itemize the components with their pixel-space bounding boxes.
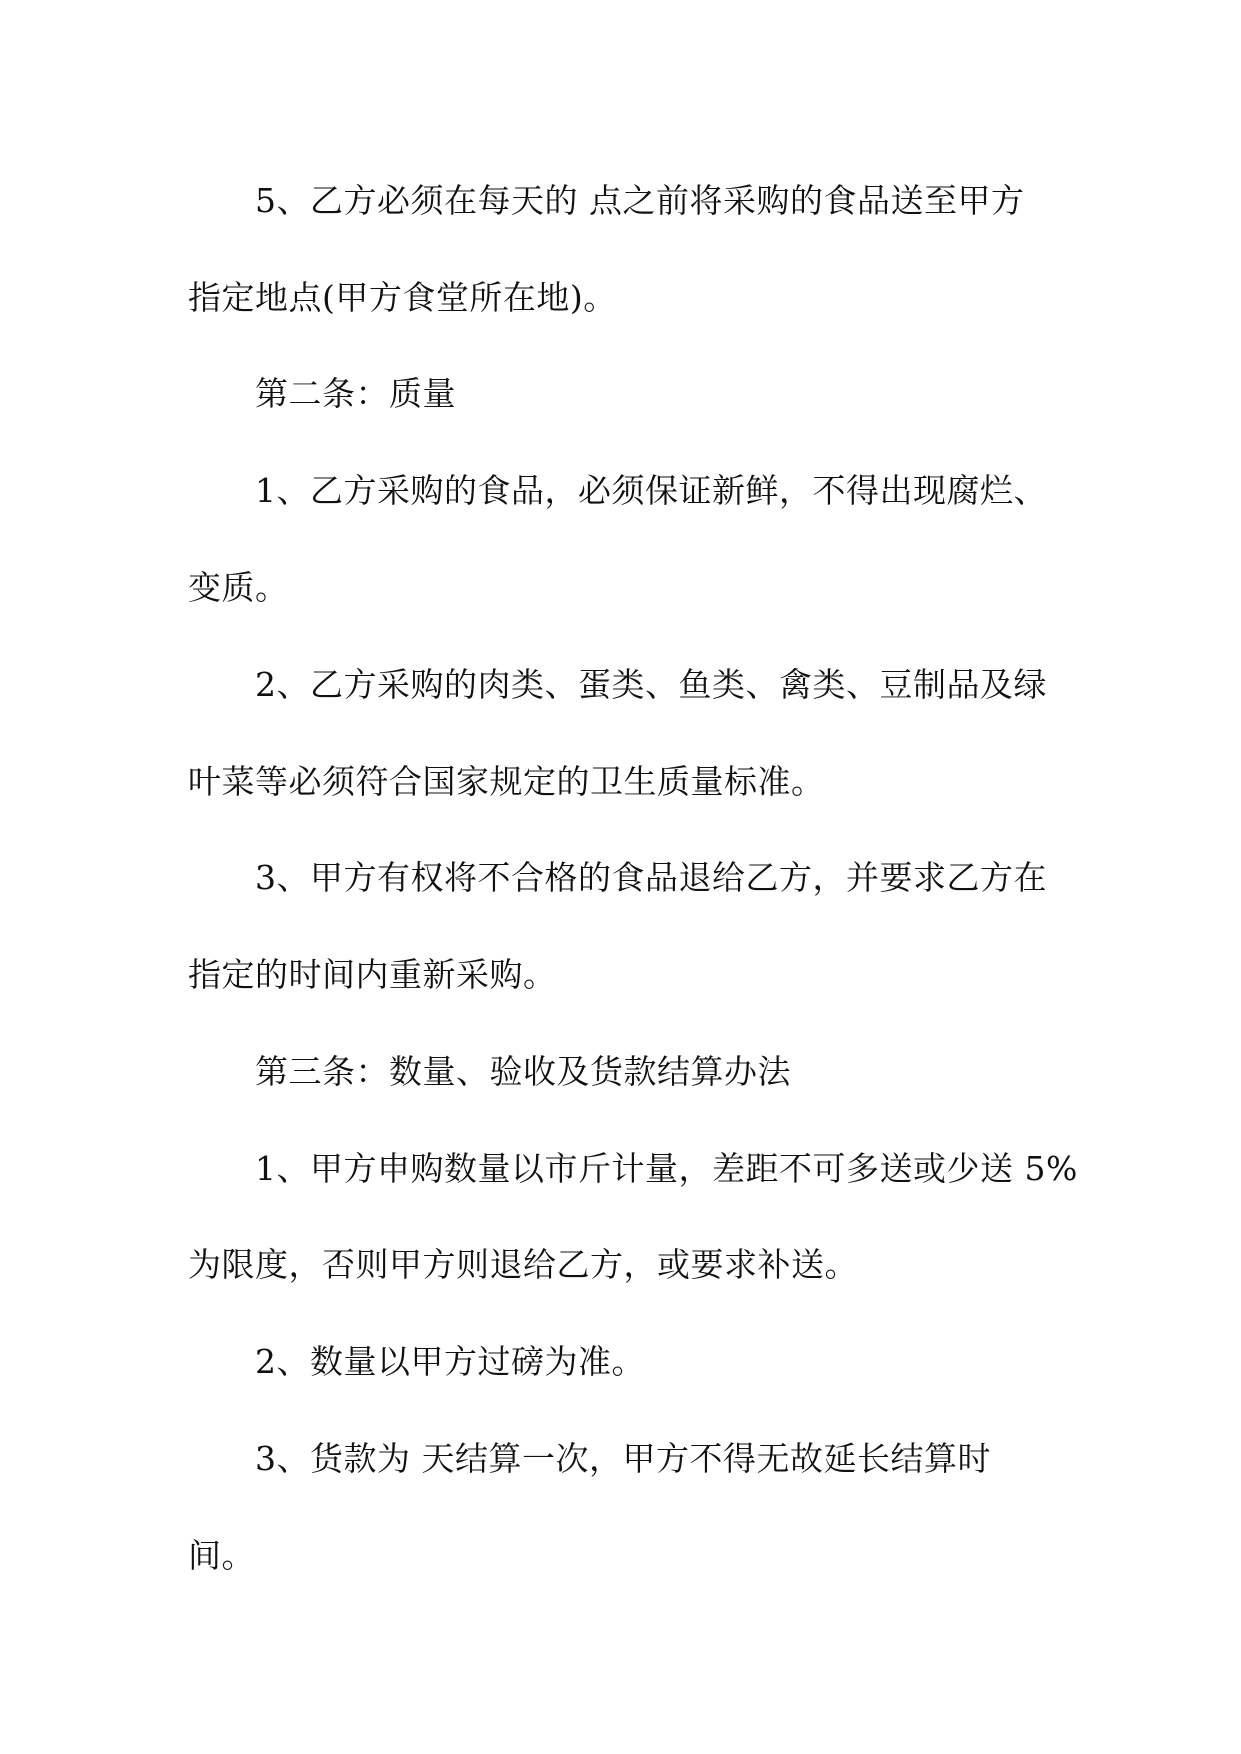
article-3-item-2: 2、数量以甲方过磅为准。 xyxy=(255,1342,645,1381)
article-2-item-2-line-2: 叶菜等必须符合国家规定的卫生质量标准。 xyxy=(188,762,825,801)
article-3-item-1-line-1: 1、甲方申购数量以市斤计量，差距不可多送或少送 5% xyxy=(255,1149,1078,1188)
clause-item-5-line-1: 5、乙方必须在每天的 点之前将采购的食品送至甲方 xyxy=(255,181,1025,220)
article-3-item-1-line-2: 为限度，否则甲方则退给乙方，或要求补送。 xyxy=(188,1245,858,1284)
article-2-item-3-line-2: 指定的时间内重新采购。 xyxy=(188,955,557,994)
article-3-item-3-line-2: 间。 xyxy=(188,1536,255,1575)
article-2-item-1-line-1: 1、乙方采购的食品，必须保证新鲜，不得出现腐烂、 xyxy=(255,471,1047,510)
article-2-item-1-line-2: 变质。 xyxy=(188,568,289,607)
article-2-item-2-line-1: 2、乙方采购的肉类、蛋类、鱼类、禽类、豆制品及绿 xyxy=(255,665,1047,704)
clause-item-5-line-2: 指定地点(甲方食堂所在地)。 xyxy=(188,278,617,317)
article-2-item-3-line-1: 3、甲方有权将不合格的食品退给乙方，并要求乙方在 xyxy=(255,858,1047,897)
article-2-heading: 第二条：质量 xyxy=(255,374,456,413)
article-3-item-3-line-1: 3、货款为 天结算一次，甲方不得无故延长结算时 xyxy=(255,1439,991,1478)
article-3-heading: 第三条：数量、验收及货款结算办法 xyxy=(255,1052,791,1091)
